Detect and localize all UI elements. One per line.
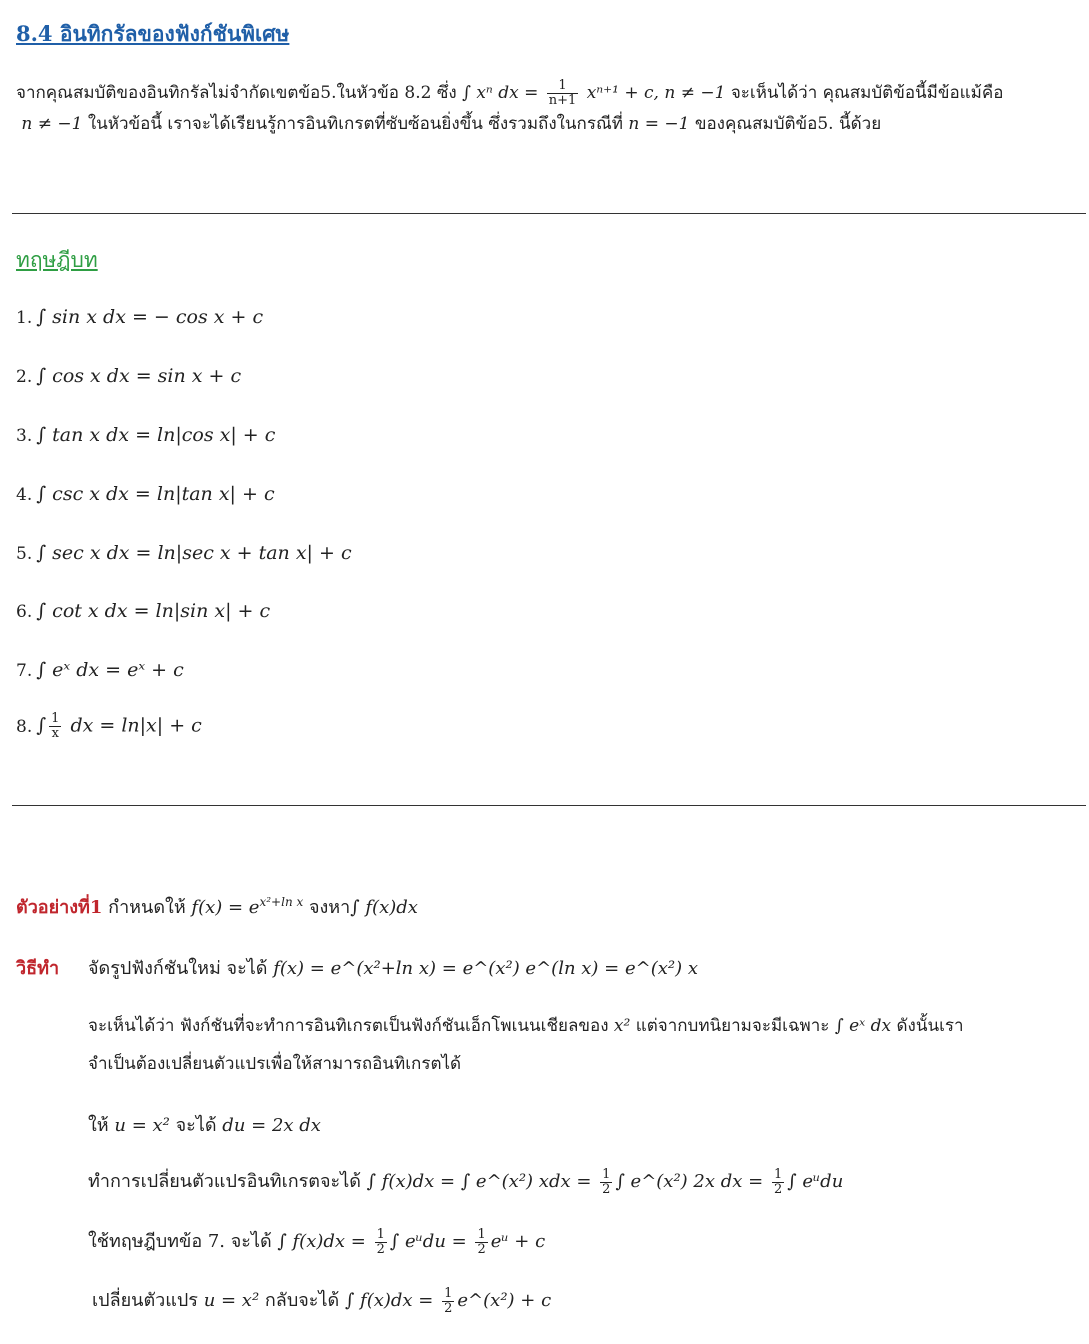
fraction: $\frac{1}{2}$ [773,1166,783,1197]
example-statement: ตัวอย่างที่1 กำหนดให้ $f(x) = e^{x^2+ln x}$ จงหา∫ f(x)dx [16,895,418,918]
fraction: $\frac{1}{2}$ [444,1285,453,1316]
section-heading: 8.4 อินทิกรัลของฟังก์ชันพิเศษ [16,21,290,46]
divider [12,213,1086,214]
theorem-item: 2. ∫ cos x dx = sin x + c [16,365,242,387]
theorem-title: ทฤษฎีบท [16,248,98,272]
theorem-item: 4. ∫ csc x dx = ln|tan x| + c [16,483,275,505]
intro-paragraph [16,78,1076,140]
theorem-item: 7. ∫ eˣ dx = eˣ + c [16,659,184,681]
solution-step-2: จะเห็นได้ว่า ฟังก์ชันที่จะทำการอินทิเกรตเป็นฟังก์ชันเอ็กโพเนนเชียลของ x² แต่จากบทนิยามจะมีเฉพาะ ∫ eˣ dx ดังนั้นเรา [88,1016,964,1036]
intro-formula: n = −1 [628,114,690,134]
intro-text: จะเห็นได้ว่า คุณสมบัติข้อนี้มีข้อแม้คือ [725,83,1004,103]
fraction: $\frac{1}{2}$ [376,1226,385,1257]
intro-text: จากคุณสมบัติของอินทิกรัลไม่จำกัดเขตข้อ5.ในหัวข้อ 8.2 ซึ่ง [16,83,463,103]
theorem-item: 3. ∫ tan x dx = ln|cos x| + c [16,424,276,446]
intro-line-2 [16,109,1076,140]
solution-label: วิธีทำ [16,958,60,979]
theorem-item: 6. ∫ cot x dx = ln|sin x| + c [16,600,271,622]
theorem-item: 5. ∫ sec x dx = ln|sec x + tan x| + c [16,542,352,564]
solution-step-1: จัดรูปฟังก์ชันใหม่ จะได้ f(x) = e^(x²+ln x) = e^(x²) e^(ln x) = e^(x²) x [88,958,698,979]
intro-text: ของคุณสมบัติข้อ5. นี้ด้วย [689,114,882,134]
divider [12,805,1086,806]
intro-formula: n ≠ −1 [21,114,83,134]
example-label: ตัวอย่างที่1 [16,897,103,918]
solution-step-3: ให้ u = x² จะได้ du = 2x dx [88,1115,321,1136]
theorem-item: 8. ∫ $\frac{1}{x}$ dx = ln|x| + c [16,711,202,741]
fraction: $\frac{1}{x}$ [51,711,60,741]
intro-text: ในหัวข้อนี้ เราจะได้เรียนรู้การอินทิเกรตที่ซับซ้อนยิ่งขึ้น ซึ่งรวมถึงในกรณีที่ [82,114,629,134]
intro-line-1 [16,78,1076,109]
fraction: $\frac{1}{2}$ [602,1166,611,1197]
intro-formula: xⁿ⁺¹ + c, n ≠ −1 [581,83,726,103]
solution-step-6: เปลี่ยนตัวแปร u = x² กลับจะได้ ∫ f(x)dx = $\frac{1}{2}$ e^(x²) + c [92,1285,552,1316]
solution-step-2b: จำเป็นต้องเปลี่ยนตัวแปรเพื่อให้สามารถอินทิเกรตได้ [88,1054,462,1074]
theorem-item: 1. ∫ sin x dx = − cos x + c [16,306,264,328]
solution-step-4: ทำการเปลี่ยนตัวแปรอินทิเกรตจะได้ ∫ f(x)dx = ∫ e^(x²) xdx = $\frac{1}{2}$ ∫ e^(x²) 2x dx = $\frac{1}{2}$ ∫ eᵘdu [88,1166,844,1197]
fraction: $\frac{1}{2}$ [477,1226,486,1257]
intro-formula: ∫ xⁿ dx = [462,83,539,103]
fraction: $\frac{1}{n+1}$ [548,78,577,108]
solution-step-5: ใช้ทฤษฎีบทข้อ 7. จะได้ ∫ f(x)dx = $\frac{1}{2}$ ∫ eᵘdu = $\frac{1}{2}$ eᵘ + c [88,1226,546,1257]
